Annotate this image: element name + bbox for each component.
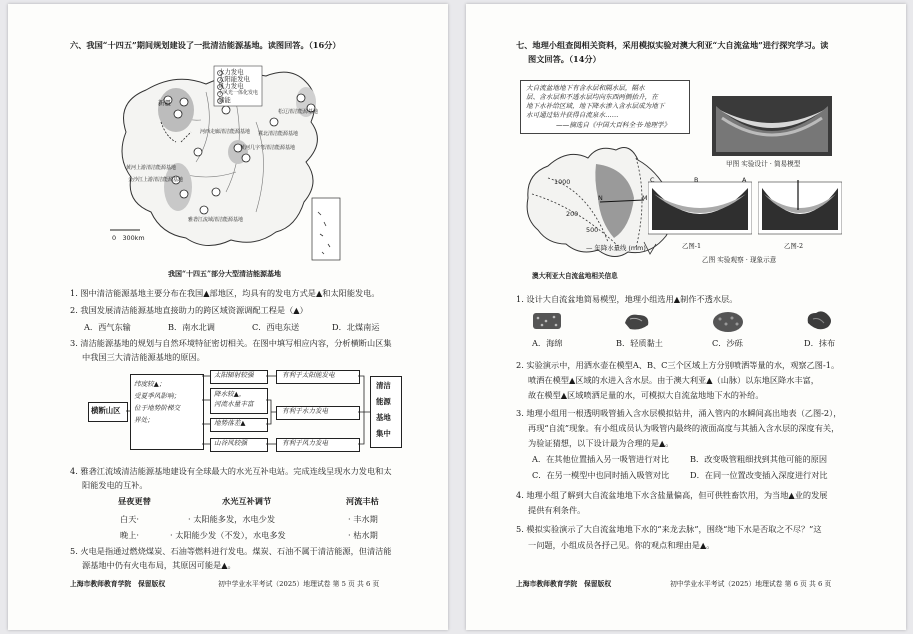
section-yi-1 bbox=[648, 176, 752, 236]
sponge-image bbox=[532, 309, 562, 331]
q7-1-option-d: D．抹布 bbox=[804, 338, 836, 348]
map-label-yalong: 雅砻江流域清洁能源基地 bbox=[188, 217, 244, 223]
footer-right-p5: 初中学业水平考试（2025）地理试卷 第 5 页 共 6 页 bbox=[218, 580, 380, 588]
map-caption: 我国“十四五”部分大型清洁能源基地 bbox=[168, 269, 282, 278]
q6-4-row2-a: 晚上· bbox=[120, 530, 139, 540]
q7-5: 5. 模拟实验演示了大自流盆地地下水的“来龙去脉”，围绕“地下水是否取之不尽？”这 bbox=[516, 524, 822, 534]
q7-title: 七、地理小组查阅相关资料，采用模拟实验对澳大利亚“大自流盆地”进行探究学习。读 bbox=[516, 40, 829, 50]
diagram-right-4: 集中 bbox=[376, 429, 391, 438]
map-caption-australia: 澳大利亚大自流盆地相关信息 bbox=[532, 272, 618, 280]
section-label-a: A bbox=[742, 176, 747, 184]
q7-4-cont: 提供有利条件。 bbox=[528, 505, 586, 515]
map-label-hexi: 河西走廊清洁能源基地 bbox=[200, 129, 251, 135]
diagram-result-1: 有利于太阳能发电 bbox=[282, 371, 335, 379]
legend-label-wind: 风力发电 bbox=[218, 82, 244, 90]
q6-5-cont: 源基地中仍有火电布局，其原因可能是▲。 bbox=[82, 560, 236, 570]
diagram-factor-2b: 河流水量丰富 bbox=[214, 400, 254, 408]
map-label-yellow-river-upper: 黄河上游清洁能源基地 bbox=[126, 165, 177, 171]
exam-page-6 bbox=[466, 4, 906, 630]
q6-4-row1-c: · 丰水期 bbox=[348, 514, 378, 524]
diagram-factor-4: 山谷风较强 bbox=[214, 439, 247, 447]
section-label-c: C bbox=[650, 176, 655, 184]
q6-4-row2-b: · 太阳能少发（不发），水电多发 bbox=[170, 530, 286, 540]
q6-3-cont: 中我国三大清洁能源基地的原因。 bbox=[82, 352, 205, 362]
q6-2-option-d: D．北煤南运 bbox=[332, 322, 380, 332]
diagram-note-3: 位于地势阶梯交 bbox=[134, 404, 181, 412]
q7-1: 1. 设计大自流盆地简易模型，地理小组选用▲制作不透水层。 bbox=[516, 294, 738, 304]
legend-label-integrated: 水风光一体化发电 bbox=[218, 90, 259, 96]
q6-4-row1-b: · 太阳能多发，水电少发 bbox=[188, 514, 276, 524]
map-label-songliao: 松辽清洁能源基地 bbox=[278, 109, 319, 115]
q6-4-row1-a: 白天· bbox=[120, 514, 139, 524]
q6-2-option-a: A．西气东输 bbox=[84, 322, 131, 332]
legend-label-solar: 太阳能发电 bbox=[218, 75, 250, 83]
fig-yi-caption: 乙图 实验观察 · 现象示意 bbox=[702, 256, 777, 264]
footer-left-p5: 上海市教师教育学院 保留版权 bbox=[70, 580, 166, 588]
diagram-result-3: 有利于风力发电 bbox=[282, 439, 329, 447]
q7-1-option-a: A．海绵 bbox=[532, 338, 563, 348]
diagram-factor-2a: 降水较▲， bbox=[214, 390, 246, 398]
q7-3-option-d: D．在同一位置改变插入深度进行对比 bbox=[690, 470, 828, 480]
fig-jia-caption: 甲图 实验设计 · 简易模型 bbox=[726, 160, 801, 168]
legend-label-storage: 储能 bbox=[218, 96, 231, 104]
cloth-image bbox=[804, 307, 834, 333]
q6-2-option-b: B．南水北调 bbox=[168, 322, 215, 332]
footer-right-p6: 初中学业水平考试（2025）地理试卷 第 6 页 共 6 页 bbox=[670, 580, 832, 588]
q7-3-cont2: 为验证猜想，以下设计最为合理的是▲。 bbox=[528, 438, 674, 448]
diagram-result-2: 有利于水力发电 bbox=[282, 407, 329, 415]
q6-4-row2-c: · 枯水期 bbox=[348, 530, 378, 540]
quote-source: ——摘选自《中国大百科全书·地理学》 bbox=[556, 121, 671, 129]
iso-500: 500 bbox=[586, 226, 599, 234]
q7-title-cont: 图文回答。（14分） bbox=[528, 54, 601, 64]
quote-line-2: 层、含水层和不透水层均向东西两侧抬升，在 bbox=[526, 93, 658, 101]
q6-4-cont: 阳能发电的互补。 bbox=[82, 480, 148, 490]
diagram-right-2: 能源 bbox=[376, 397, 391, 406]
diagram-left-node: 横断山区 bbox=[91, 406, 121, 415]
section-yi-2 bbox=[758, 180, 842, 236]
diagram-right-3: 基地 bbox=[376, 413, 391, 422]
quote-line-3: 地下水补给区域，地下降水渗入含水层成为地下 bbox=[526, 102, 665, 110]
diagram-note-2: 受夏季风影响； bbox=[134, 392, 181, 400]
iso-200: 200 bbox=[566, 210, 579, 218]
map-label-n: N bbox=[598, 194, 603, 202]
exam-page-5 bbox=[8, 4, 448, 630]
clay-image bbox=[622, 309, 652, 331]
map-label-m: M bbox=[642, 194, 648, 202]
quote-line-4: 水可通过钻井获得自流泉水…… bbox=[526, 111, 619, 119]
q6-4: 4. 雅砻江流域清洁能源基地建设有全球最大的水光互补电站。完成连线呈现水力发电和太 bbox=[70, 466, 392, 476]
map-label-jizi-wan: 黄河几字弯清洁能源基地 bbox=[240, 145, 296, 151]
q7-1-option-b: B．轻质黏土 bbox=[616, 338, 663, 348]
q7-2-cont1: 喷洒在模型▲区域的水进入含水层。由于澳大利亚▲（山脉）以东地区降水丰富， bbox=[528, 375, 819, 385]
iso-1000: 1000 bbox=[554, 178, 571, 186]
map-legend-isohyet: — 年降水量线 (mm) bbox=[586, 244, 646, 252]
q6-2-option-c: C．西电东送 bbox=[252, 322, 300, 332]
q7-3-option-b: B．改变吸管粗细找到其他可能的原因 bbox=[690, 454, 828, 464]
gravel-image bbox=[712, 307, 744, 333]
diagram-factor-1: 太阳辐射较强 bbox=[214, 371, 254, 379]
q7-1-option-c: C．沙砾 bbox=[712, 338, 743, 348]
q7-2: 2. 实验演示中，用洒水壶在模型A、B、C三个区域上方分别喷洒等量的水，观察乙图-1。 bbox=[516, 360, 840, 370]
diagram-note-4: 界处； bbox=[134, 416, 154, 424]
q6-4-header-complement: 水光互补调节 bbox=[222, 496, 272, 506]
map-label-jinsha: 金沙江上游清洁能源基地 bbox=[128, 177, 184, 183]
legend-label-hydro: 水力发电 bbox=[218, 68, 244, 76]
map-label-xinjiang: 新疆 bbox=[158, 99, 171, 107]
diagram-factor-3: 地势落差▲ bbox=[214, 419, 246, 427]
diagram-note-1: 纬度较▲； bbox=[134, 380, 166, 388]
section-label-b: B bbox=[694, 176, 699, 184]
diagram-right-1: 清洁 bbox=[376, 381, 391, 390]
q7-4: 4. 地理小组了解到大自流盆地地下水含盐量偏高，但可供牲畜饮用，为当地▲业的发展 bbox=[516, 490, 828, 500]
q6-1: 1. 图中清洁能源基地主要分布在我国▲部地区，均具有的发电方式是▲和太阳能发电。 bbox=[70, 288, 380, 298]
footer-left-p6: 上海市教师教育学院 保留版权 bbox=[516, 580, 612, 588]
quote-line-1: 大自流盆地地下有含水层和隔水层，隔水 bbox=[526, 84, 645, 92]
q7-5-cont: 一问题，小组成员各抒己见。你的观点和理由是▲。 bbox=[528, 540, 715, 550]
q6-4-header-river: 河流丰枯 bbox=[346, 496, 379, 506]
q6-3: 3. 清洁能源基地的规划与自然环境特征密切相关。在图中填写相应内容，分析横断山区集 bbox=[70, 338, 392, 348]
q6-4-header-daynight: 昼夜更替 bbox=[118, 496, 151, 506]
q6-2: 2. 我国发展清洁能源基地直接助力的跨区域资源调配工程是（▲） bbox=[70, 305, 308, 315]
map-label-jibei: 冀北清洁能源基地 bbox=[258, 131, 299, 137]
fig-yi1-label: 乙图-1 bbox=[682, 242, 702, 250]
q7-3: 3. 地理小组用一根透明吸管插入含水层模拟钻井，涌入管内的水瞬间高出地表（乙图-2）， bbox=[516, 408, 842, 418]
q7-3-option-a: A．在其他位置插入另一吸管进行对比 bbox=[532, 454, 669, 464]
cause-diagram bbox=[84, 368, 414, 458]
q7-3-option-c: C．在另一模型中也同时插入吸管对比 bbox=[532, 470, 670, 480]
q6-title: 六、我国“十四五”期间规划建设了一批清洁能源基地。读图回答。（16分） bbox=[70, 40, 341, 50]
map-scale: 0 300km bbox=[112, 234, 145, 242]
diagram-connectors bbox=[84, 368, 414, 458]
fig-yi2-label: 乙图-2 bbox=[784, 242, 804, 250]
model-photo-jia bbox=[712, 96, 832, 156]
q7-2-cont2: 故在模型▲区域喷洒足量的水，可模拟大自流盆地地下水的补给。 bbox=[528, 390, 764, 400]
q6-5: 5. 火电是指通过燃烧煤炭、石油等燃料进行发电。煤炭、石油不属于清洁能源，但清洁能 bbox=[70, 546, 392, 556]
q7-3-cont1: 再现“自流”现象。有小组成员认为吸管内最终的液面高度与其插入含水层的深度有关， bbox=[528, 423, 840, 433]
